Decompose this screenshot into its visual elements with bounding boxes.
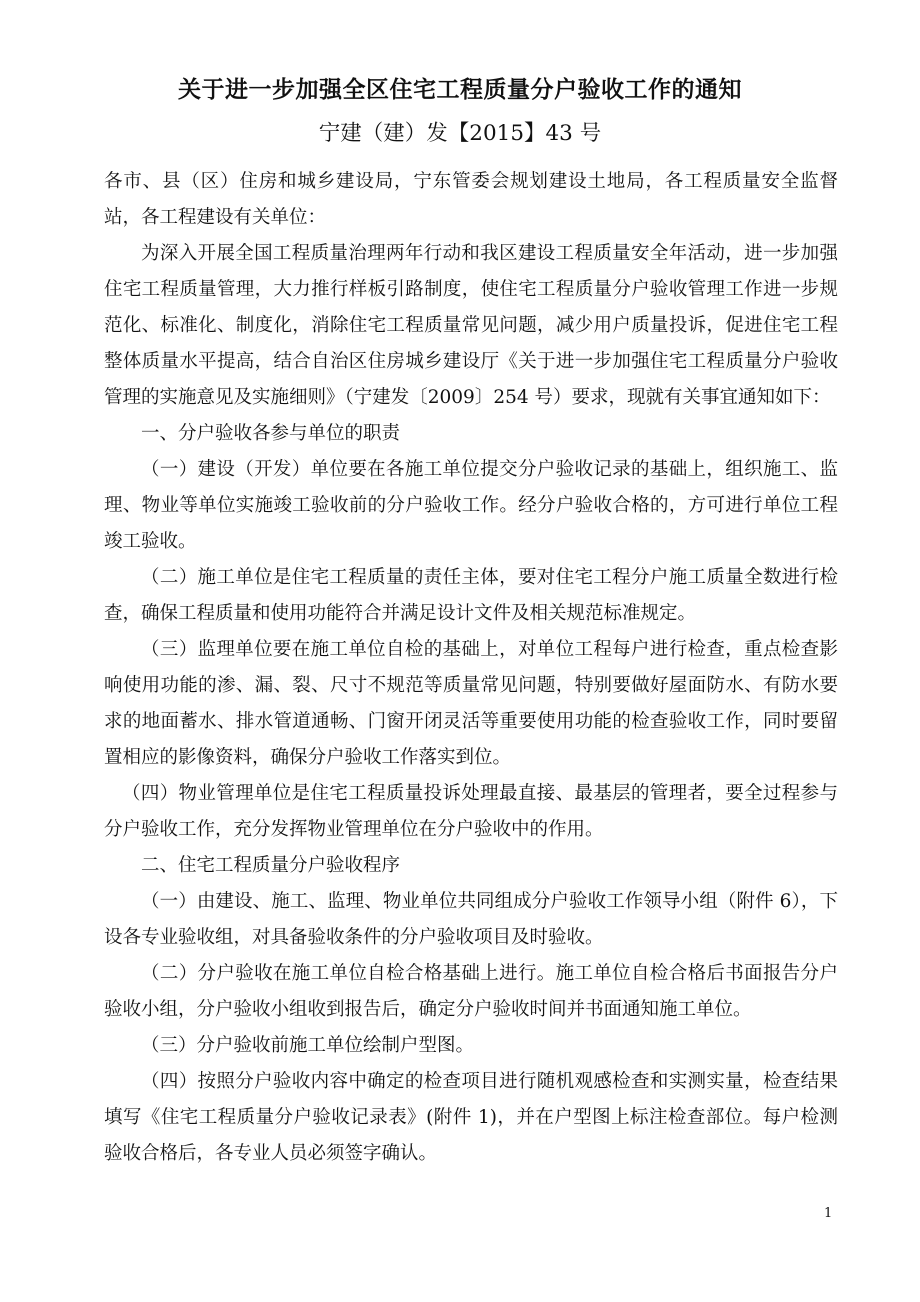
body-paragraph: （二）分户验收在施工单位自检合格基础上进行。施工单位自检合格后书面报告分户验收小组，分户验收小组收到报告后，确定分户验收时间并书面通知施工单位。 — [104, 963, 838, 1020]
body-paragraph: （二）施工单位是住宅工程质量的责任主体，要对住宅工程分户施工质量全数进行检查，确保工程质量和使用功能符合并满足设计文件及相关规范标准规定。 — [104, 567, 838, 624]
body-paragraph: （一）由建设、施工、监理、物业单位共同组成分户验收工作领导小组（附件 6），下设各专业验收组，对具备验收条件的分户验收项目及时验收。 — [104, 891, 838, 948]
document-number: 宁建（建）发【2015】43 号 — [318, 121, 602, 146]
body-paragraph: （一）建设（开发）单位要在各施工单位提交分户验收记录的基础上，组织施工、监理、物业等单位实施竣工验收前的分户验收工作。经分户验收合格的，方可进行单位工程竣工验收。 — [104, 459, 838, 552]
body-paragraph: （四）按照分户验收内容中确定的检查项目进行随机观感检查和实测实量，检查结果填写《住宅工程质量分户验收记录表》(附件 1)，并在户型图上标注检查部位。每户检测验收合格后，各专业人员必须签字确认。 — [104, 1071, 838, 1164]
body-paragraph: （四）物业管理单位是住宅工程质量投诉处理最直接、最基层的管理者，要全过程参与分户验收工作，充分发挥物业管理单位在分户验收中的作用。 — [104, 783, 838, 840]
document-title: 关于进一步加强全区住宅工程质量分户验收工作的通知 — [178, 76, 742, 103]
section-heading-1: 一、分户验收各参与单位的职责 — [141, 423, 401, 444]
body-paragraph: （三）监理单位要在施工单位自检的基础上，对单位工程每户进行检查，重点检查影响使用功能的渗、漏、裂、尺寸不规范等质量常见问题，特别要做好屋面防水、有防水要求的地面蓄水、排水管道通畅、门窗开闭灵活等重要使用功能的检查验收工作，同时要留置相应的影像资料，确保分户验收工作落实到位。 — [104, 639, 838, 768]
body-paragraph: （三）分户验收前施工单位绘制户型图。 — [141, 1035, 475, 1056]
page-number: 1 — [824, 1206, 833, 1221]
intro-paragraph: 为深入开展全国工程质量治理两年行动和我区建设工程质量安全年活动，进一步加强住宅工程质量管理，大力推行样板引路制度，使住宅工程质量分户验收管理工作进一步规范化、标准化、制度化，消除住宅工程质量常见问题，减少用户质量投诉，促进住宅工程整体质量水平提高，结合自治区住房城乡建设厅《关于进一步加强住宅工程质量分户验收管理的实施意见及实施细则》（宁建发〔2009〕254 号）要求，现就有关事宜通知如下： — [104, 243, 838, 408]
addressee-paragraph: 各市、县（区）住房和城乡建设局，宁东管委会规划建设土地局，各工程质量安全监督站，各工程建设有关单位： — [104, 171, 838, 228]
section-heading-2: 二、住宅工程质量分户验收程序 — [141, 855, 401, 876]
document-body — [104, 164, 838, 1172]
